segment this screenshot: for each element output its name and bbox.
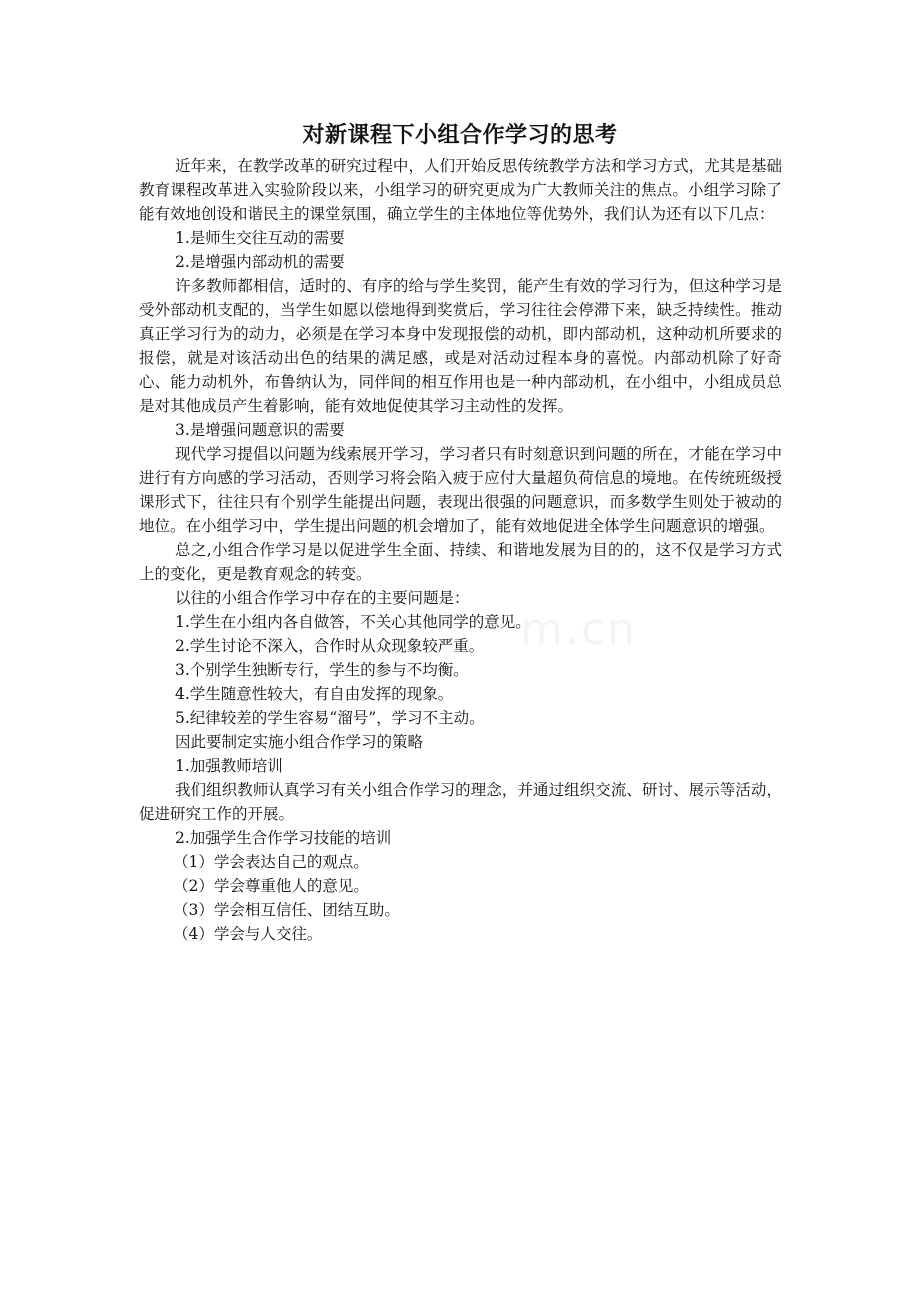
strategy-item-2: 2.加强学生合作学习技能的培训	[175, 829, 392, 847]
skill-item-3: （3）学会相互信任、团结互助。	[173, 901, 400, 919]
problem-item-4: 4.学生随意性较大，有自由发挥的现象。	[175, 685, 454, 703]
paragraph-internal-motivation: 许多教师都相信，适时的、有序的给与学生奖罚，能产生有效的学习行为，但这种学习是受外部动机支配的，当学生如愿以偿地得到奖赏后，学习往往会停滞下来，缺乏持续性。推动真正学习行为的动力，必须是在学习本身中发现报偿的动机，即内部动机，这种动机所要求的报偿，就是对该活动出色的结果的满足感，或是对活动过程本身的喜悦。内部动机除了好奇心、能力动机外，布鲁纳认为，同伴间的相互作用也是一种内部动机，在小组中，小组成员总是对其他成员产生着影响，能有效地促使其学习主动性的发挥。	[139, 277, 782, 415]
point-heading-3: 3.是增强问题意识的需要	[175, 421, 345, 439]
problem-item-3: 3.个别学生独断专行，学生的参与不均衡。	[175, 661, 469, 679]
paragraph-problem-awareness: 现代学习提倡以问题为线索展开学习，学习者只有时刻意识到问题的所在，才能在学习中进行有方向感的学习活动，否则学习将会陷入疲于应付大量超负荷信息的境地。在传统班级授课形式下，往往只有个别学生能提出问题，表现出很强的问题意识，而多数学生则处于被动的地位。在小组学习中，学生提出问题的机会增加了，能有效地促进全体学生问题意识的增强。	[139, 445, 782, 535]
document-title: 对新课程下小组合作学习的思考	[302, 123, 618, 148]
paragraph-teacher-training: 我们组织教师认真学习有关小组合作学习的理念，并通过组织交流、研讨、展示等活动，促进研究工作的开展。	[139, 781, 782, 823]
point-heading-2: 2.是增强内部动机的需要	[175, 253, 345, 271]
skill-item-4: （4）学会与人交往。	[173, 925, 323, 943]
skill-item-2: （2）学会尊重他人的意见。	[173, 877, 369, 895]
problems-heading: 以往的小组合作学习中存在的主要问题是：	[175, 589, 470, 607]
strategy-heading: 因此要制定实施小组合作学习的策略	[175, 733, 424, 751]
problem-item-5: 5.纪律较差的学生容易“溜号”，学习不主动。	[175, 709, 485, 727]
skill-item-1: （1）学会表达自己的观点。	[173, 853, 369, 871]
point-heading-1: 1.是师生交往互动的需要	[175, 229, 345, 247]
paragraph-summary: 总之,小组合作学习是以促进学生全面、持续、和谐地发展为目的的，这不仅是学习方式上的变化，更是教育观念的转变。	[139, 541, 782, 583]
strategy-item-1: 1.加强教师培训	[175, 757, 283, 775]
problem-item-2: 2.学生讨论不深入，合作时从众现象较严重。	[175, 637, 485, 655]
paragraph-intro: 近年来，在教学改革的研究过程中，人们开始反思传统教学方法和学习方式，尤其是基础教育课程改革进入实验阶段以来，小组学习的研究更成为广大教师关注的焦点。小组学习除了能有效地创设和谐民主的课堂氛围，确立学生的主体地位等优势外，我们认为还有以下几点：	[139, 157, 782, 223]
problem-item-1: 1.学生在小组内各自做答，不关心其他同学的意见。	[175, 613, 531, 631]
document-body	[139, 154, 782, 946]
watermark-text: m.cn	[520, 604, 637, 655]
